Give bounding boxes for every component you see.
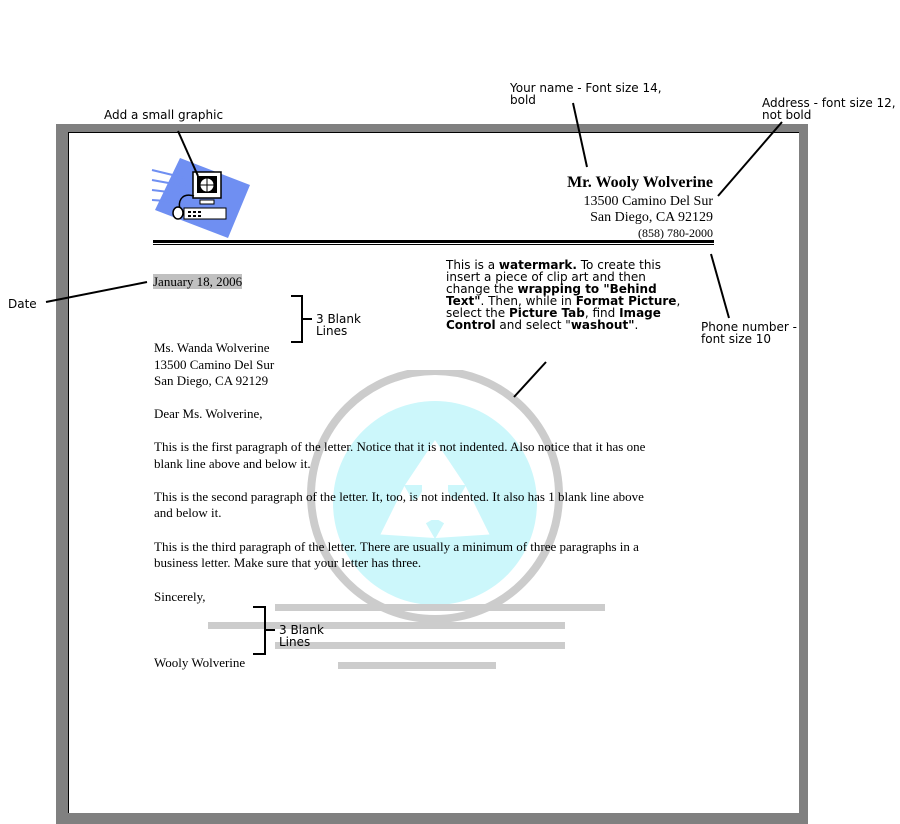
letterhead-phone: (858) 780-2000 — [638, 226, 713, 240]
note-your-name: Your name - Font size 14, bold — [510, 81, 662, 107]
recipient-address-line1: 13500 Camino Del Sur — [154, 357, 275, 372]
pointer-date — [46, 282, 147, 302]
note-watermark-text: , select the — [446, 294, 681, 320]
note-watermark-text: . — [634, 318, 639, 332]
note-watermark-bold: Picture Tab — [508, 306, 585, 320]
note-watermark-text: and select " — [495, 318, 571, 332]
note-address: Address - font size 12, not bold — [762, 96, 896, 122]
note-watermark-text: To create this insert a piece of clip art and then change the — [446, 258, 662, 296]
note-blank-lines-bottom: 3 Blank Lines — [279, 623, 324, 649]
note-blank-lines-top: 3 Blank Lines — [316, 312, 361, 338]
signature: Wooly Wolverine — [154, 655, 246, 670]
note-watermark-text: This is a — [446, 258, 499, 272]
paragraph-3-line-2: business letter. Make sure that your letter has three. — [154, 555, 422, 570]
letter-date-text: January 18, 2006 — [153, 274, 243, 289]
paragraph-1-line-1: This is the first paragraph of the letter. Notice that it is not indented. Also notice that it has one — [154, 439, 646, 454]
paragraph-2-line-1: This is the second paragraph of the letter. It, too, is not indented. It also has 1 blank line above — [154, 489, 644, 504]
bracket-bottom — [253, 607, 265, 654]
letterhead-address-text: 13500 Camino Del Sur — [583, 194, 713, 209]
note-watermark-text: . Then, while in — [480, 294, 576, 308]
letterhead-name: Mr. Wooly Wolverine — [567, 174, 713, 191]
pointer-address — [718, 122, 782, 196]
pointer-graphic — [178, 131, 198, 176]
letterhead-address-line2: San Diego, CA 92129 — [590, 210, 713, 225]
note-watermark-bold: watermark. — [498, 258, 577, 272]
note-phone: Phone number - font size 10 — [701, 320, 797, 346]
pointer-watermark — [514, 362, 546, 397]
letter-date — [153, 274, 242, 290]
note-watermark-bold: Image Control — [446, 306, 661, 332]
paragraph-2-line-2: and below it. — [154, 505, 222, 520]
note-watermark-bold: washout" — [570, 318, 635, 332]
recipient-address-line2: San Diego, CA 92129 — [154, 373, 269, 388]
bracket-top — [291, 296, 302, 342]
salutation: Dear Ms. Wolverine, — [154, 406, 263, 421]
pointer-name — [573, 103, 587, 167]
recipient-name: Ms. Wanda Wolverine — [154, 340, 270, 355]
paragraph-1-line-2: blank line above and below it. — [154, 456, 311, 471]
note-watermark-text: , find — [584, 306, 620, 320]
paragraph-3-line-1: This is the third paragraph of the letter. There are usually a minimum of three paragraphs in a — [154, 539, 639, 554]
note-watermark-bold: wrapping to "Behind Text" — [446, 282, 657, 308]
pointer-phone — [711, 254, 729, 318]
note-watermark-bold: Format Picture — [575, 294, 677, 308]
note-add-graphic: Add a small graphic — [104, 108, 224, 122]
note-date: Date — [8, 297, 37, 311]
closing: Sincerely, — [154, 589, 206, 604]
